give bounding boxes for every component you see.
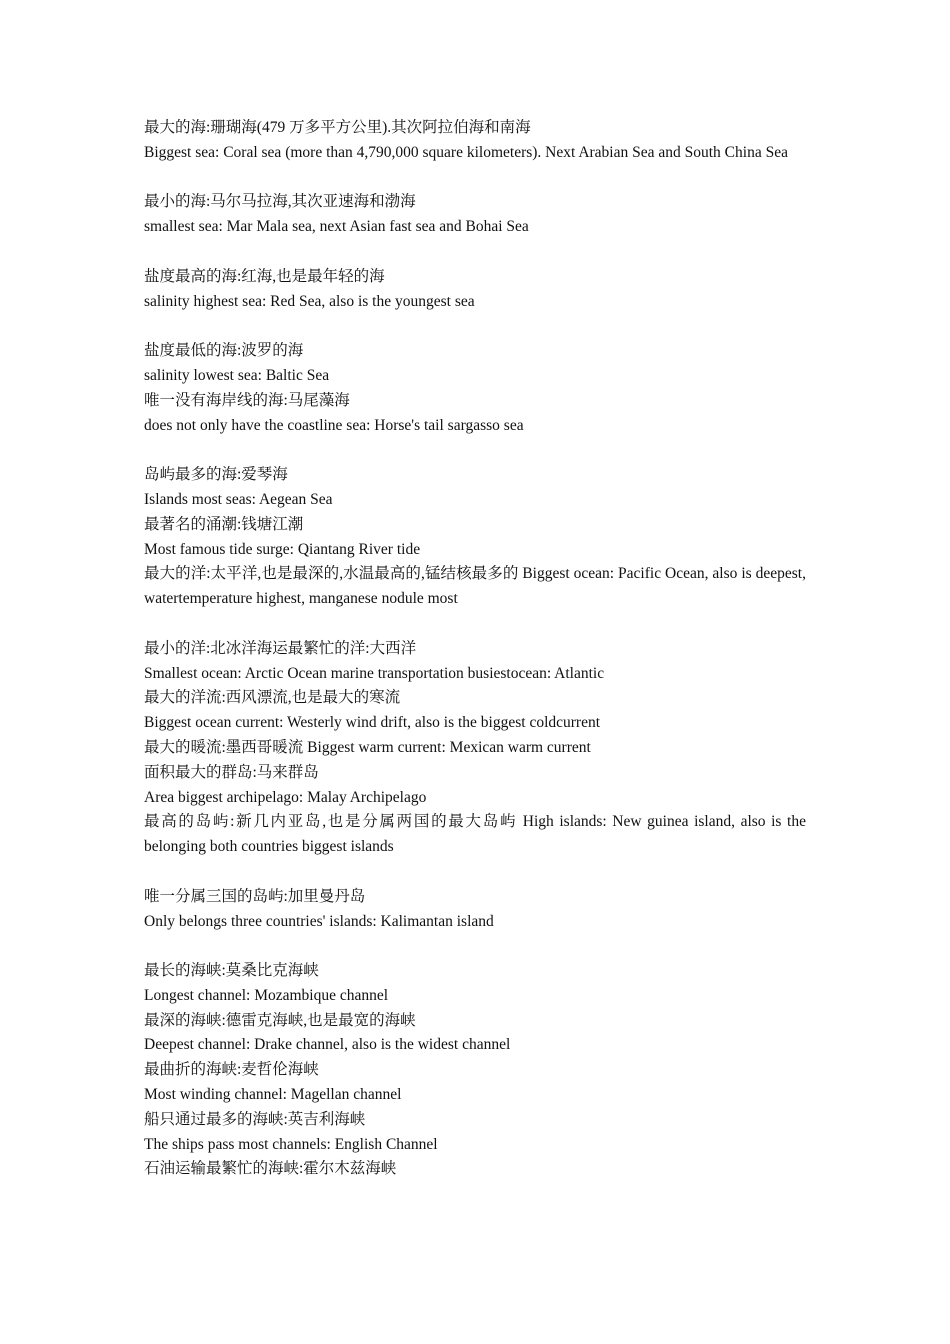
text-line: 最大的洋:太平洋,也是最深的,水温最高的,锰结核最多的 Biggest ocean: Pacific Ocean, also is deepest, watertemperature highest, manganese nodule most: [144, 565, 806, 608]
text-line: salinity highest sea: Red Sea, also is the youngest sea: [144, 292, 475, 310]
text-line: Deepest channel: Drake channel, also is the widest channel: [144, 1036, 511, 1054]
paragraph-channels: [144, 959, 806, 1182]
text-line: 最高的岛屿:新几内亚岛,也是分属两国的最大岛屿 High islands: New guinea island, also is the belonging both countries biggest islands: [144, 813, 806, 856]
text-line: 最长的海峡:莫桑比克海峡: [144, 962, 319, 980]
paragraph-biggest-sea: [144, 116, 806, 166]
text-line: Biggest sea: Coral sea (more than 4,790,000 square kilometers). Next Arabian Sea and South China Sea: [144, 143, 788, 161]
text-line: Biggest ocean current: Westerly wind drift, also is the biggest coldcurrent: [144, 714, 601, 732]
text-line: 盐度最高的海:红海,也是最年轻的海: [144, 267, 385, 285]
text-line: 最著名的涌潮:钱塘江潮: [144, 515, 304, 533]
text-line: 面积最大的群岛:马来群岛: [144, 763, 319, 781]
paragraph-oceans-currents-islands: [144, 637, 806, 860]
text-line: smallest sea: Mar Mala sea, next Asian fast sea and Bohai Sea: [144, 218, 529, 236]
text-line: 唯一没有海岸线的海:马尾藻海: [144, 391, 350, 409]
paragraph-highest-salinity: [144, 265, 806, 315]
text-line: Most winding channel: Magellan channel: [144, 1086, 402, 1104]
text-line: Longest channel: Mozambique channel: [144, 986, 389, 1004]
paragraph-three-countries-island: [144, 885, 806, 935]
text-line: 最深的海峡:德雷克海峡,也是最宽的海峡: [144, 1011, 416, 1029]
text-line: 岛屿最多的海:爱琴海: [144, 466, 288, 484]
paragraph-smallest-sea: [144, 190, 806, 240]
text-line: 盐度最低的海:波罗的海: [144, 342, 304, 360]
text-line: Most famous tide surge: Qiantang River tide: [144, 540, 421, 558]
paragraph-islands-tides-oceans: [144, 463, 806, 612]
paragraph-lowest-salinity: [144, 339, 806, 438]
document-body: [144, 116, 806, 1207]
text-line: 最大的洋流:西风漂流,也是最大的寒流: [144, 689, 401, 707]
text-line: salinity lowest sea: Baltic Sea: [144, 366, 330, 384]
text-line: 最曲折的海峡:麦哲伦海峡: [144, 1061, 319, 1079]
text-line: 最大的暖流:墨西哥暖流 Biggest warm current: Mexican warm current: [144, 738, 591, 756]
text-line: Islands most seas: Aegean Sea: [144, 490, 333, 508]
text-line: 最小的洋:北冰洋海运最繁忙的洋:大西洋: [144, 639, 417, 657]
text-line: 石油运输最繁忙的海峡:霍尔木兹海峡: [144, 1160, 397, 1178]
text-line: 最小的海:马尔马拉海,其次亚速海和渤海: [144, 193, 416, 211]
text-line: 船只通过最多的海峡:英吉利海峡: [144, 1110, 366, 1128]
text-line: does not only have the coastline sea: Horse's tail sargasso sea: [144, 416, 524, 434]
text-line: 最大的海:珊瑚海(479 万多平方公里).其次阿拉伯海和南海: [144, 119, 531, 136]
text-line: Smallest ocean: Arctic Ocean marine transportation busiestocean: Atlantic: [144, 664, 605, 682]
text-line: Only belongs three countries' islands: Kalimantan island: [144, 912, 494, 930]
text-line: Area biggest archipelago: Malay Archipelago: [144, 788, 427, 806]
text-line: The ships pass most channels: English Channel: [144, 1135, 438, 1153]
text-line: 唯一分属三国的岛屿:加里曼丹岛: [144, 887, 366, 905]
